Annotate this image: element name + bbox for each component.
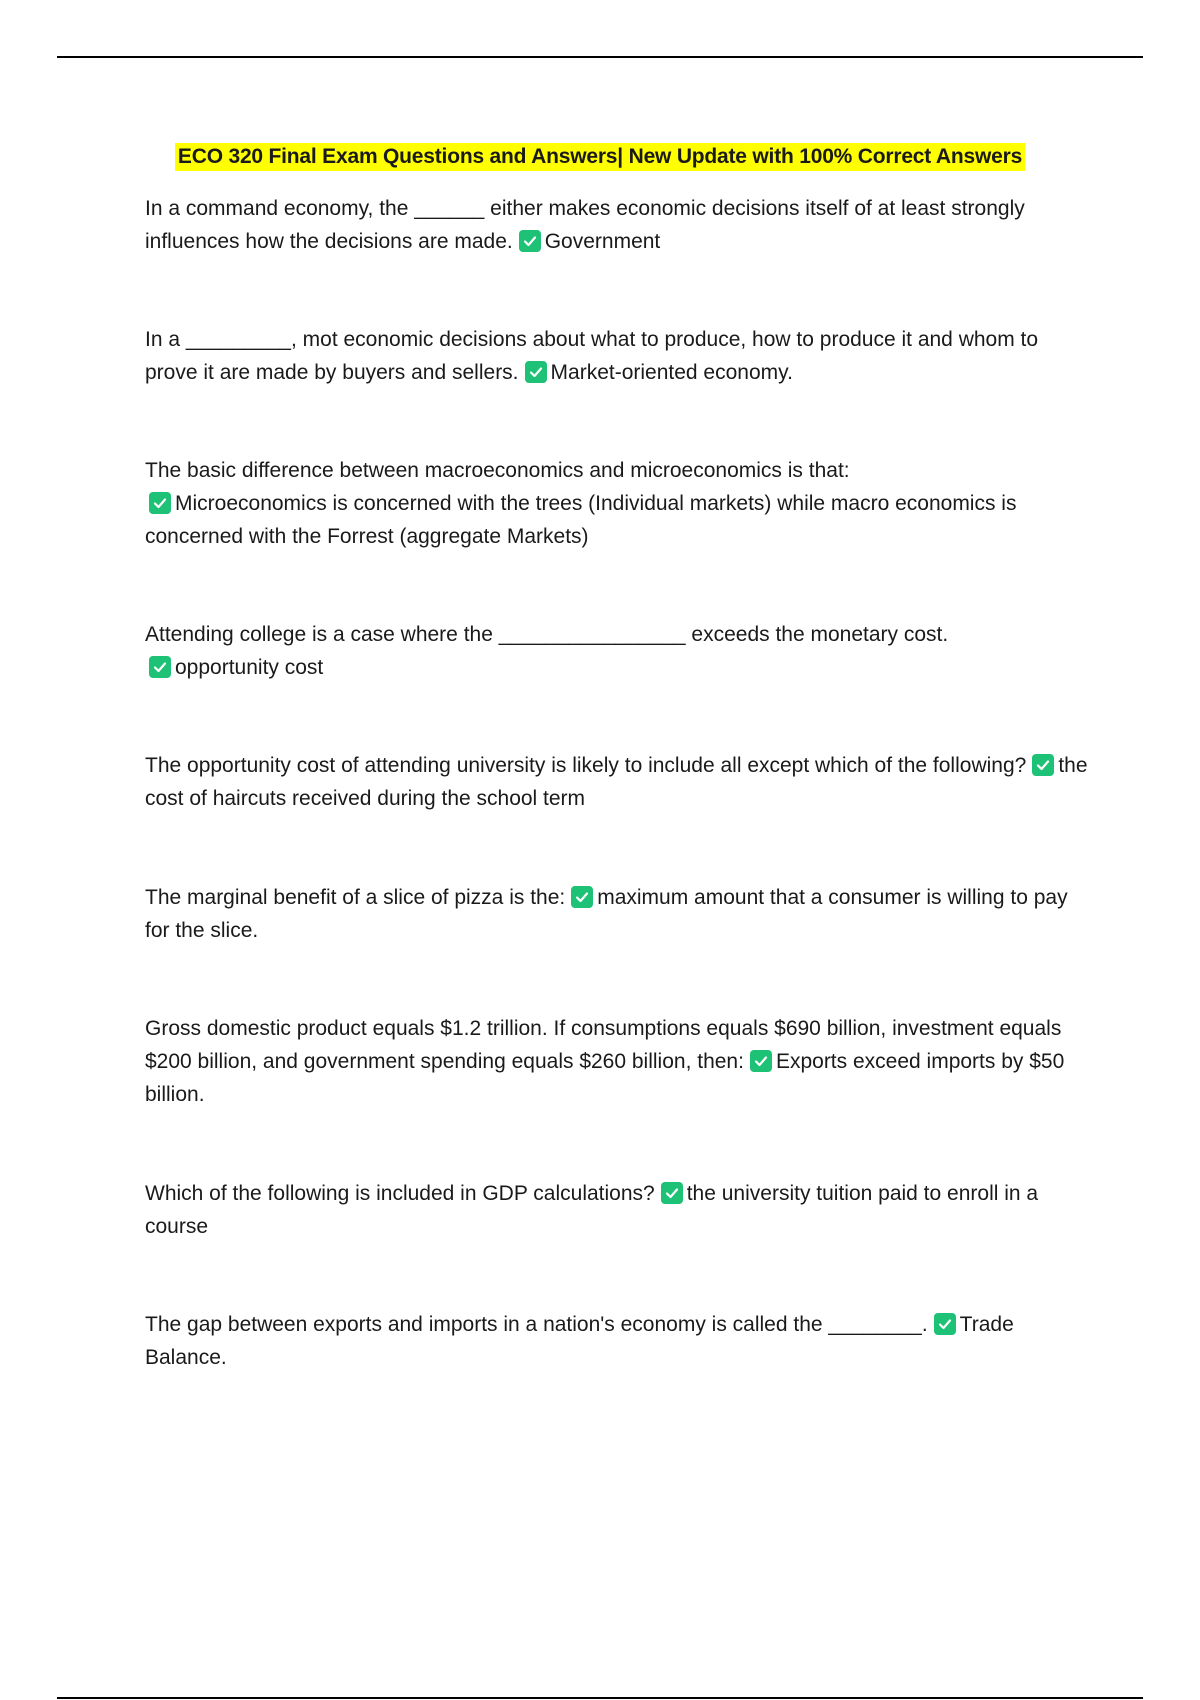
qa-item-8 <box>145 1177 1095 1243</box>
qa-item-9 <box>145 1308 1095 1374</box>
check-mark-icon <box>571 886 593 908</box>
qa-item-3 <box>145 454 1095 553</box>
check-mark-icon <box>750 1050 772 1072</box>
qa-item-4 <box>145 618 1095 684</box>
qa-item-1 <box>145 192 1095 258</box>
check-mark-icon <box>661 1182 683 1204</box>
question-text: The marginal benefit of a slice of pizza is the: <box>145 886 566 909</box>
answer-text: Exports exceed imports by $50 billion. <box>145 1050 1065 1106</box>
check-mark-icon <box>934 1313 956 1335</box>
question-text: In a command economy, the ______ either makes economic decisions itself of at least strongly influences how the decisions are made. <box>145 197 1025 253</box>
qa-item-2 <box>145 323 1095 389</box>
answer-text: Market-oriented economy. <box>550 361 793 384</box>
qa-item-6 <box>145 881 1095 947</box>
question-text: The basic difference between macroeconomics and microeconomics is that: <box>145 459 850 482</box>
question-text: Gross domestic product equals $1.2 trillion. If consumptions equals $690 billion, investment equals $200 billion, and government spending equals $260 billion, then: <box>145 1017 1062 1073</box>
answer-text: maximum amount that a consumer is willing to pay for the slice. <box>145 886 1068 942</box>
check-mark-icon <box>1032 754 1054 776</box>
top-rule <box>57 56 1143 58</box>
question-text: The opportunity cost of attending university is likely to include all except which of the following? <box>145 754 1027 777</box>
check-mark-icon <box>149 492 171 514</box>
check-mark-icon <box>519 230 541 252</box>
answer-text: opportunity cost <box>175 656 324 679</box>
bottom-rule <box>57 1697 1143 1699</box>
answer-text: Government <box>544 230 661 253</box>
answer-text: Microeconomics is concerned with the trees (Individual markets) while macro economics is concerned with the Forrest (aggregate Markets) <box>145 492 1017 548</box>
document-title: ECO 320 Final Exam Questions and Answers| New Update with 100% Correct Answers <box>175 143 1025 171</box>
question-text: Attending college is a case where the ________________ exceeds the monetary cost. <box>145 623 949 646</box>
question-text: In a _________, mot economic decisions about what to produce, how to produce it and whom to prove it are made by buyers and sellers. <box>145 328 1039 384</box>
check-mark-icon <box>525 361 547 383</box>
qa-item-7 <box>145 1012 1095 1111</box>
title-wrap <box>0 143 1200 171</box>
question-text: The gap between exports and imports in a nation's economy is called the ________. <box>145 1313 928 1336</box>
answer-text: the university tuition paid to enroll in a course <box>145 1182 1039 1238</box>
answer-text: the cost of haircuts received during the school term <box>145 754 1088 810</box>
question-text: Which of the following is included in GDP calculations? <box>145 1182 655 1205</box>
check-mark-icon <box>149 656 171 678</box>
answer-text: Trade Balance. <box>145 1313 1014 1369</box>
qa-item-5 <box>145 749 1095 815</box>
